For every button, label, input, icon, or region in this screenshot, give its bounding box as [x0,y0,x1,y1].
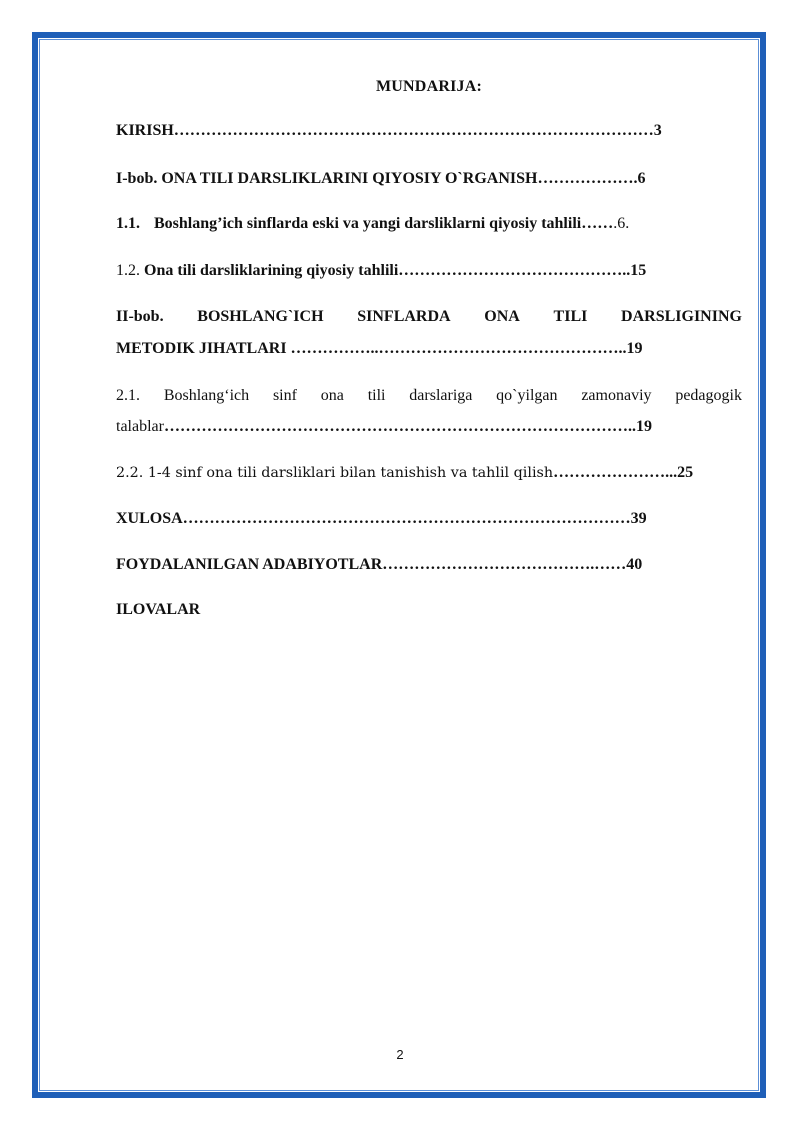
word: DARSLIGINING [621,308,742,325]
word: pedagogik [675,387,742,404]
toc-entry-kirish: KIRISH………………………………………………………………………………3 [116,122,662,139]
toc-entry-1-1-text: Boshlang’ich sinflarda eski va yangi darsliklarni qiyosiy tahlili…… [154,215,614,232]
toc-entry-chapter-2-line1 [116,308,742,326]
toc-entry-2-1-page: ……………………………………………………………………………..19 [163,418,652,435]
word: ONA [484,308,520,325]
toc-entry-2-1-text: talablar [116,418,164,435]
toc-entry-2-2 [116,464,742,482]
toc-entry-1-2 [116,262,742,280]
toc-entry-chapter-1: I-bob. ONA TILI DARSLIKLARINI QIYOSIY O`RGANISH……………….6 [116,170,646,187]
toc-entry-chapter-2-line2: METODIK JIHATLARI ……………..………………………………………..19 [116,340,643,357]
word: sinf [272,387,297,404]
toc-entry-chapter-2 [116,308,742,326]
word: BOSHLANG`ICH [197,308,324,325]
toc-entry-1-1-page: .6. [613,215,630,232]
toc-entry-1-1-number: 1.1. [116,215,140,232]
toc-entry-2-2-text: 2.2. 1-4 sinf ona tili darsliklari bilan tanishish va tahlil qilish [116,465,554,481]
toc-entry-ilovalar: ILOVALAR [116,601,201,618]
toc-entry-2-2-page: …………………...25 [553,464,694,481]
page-number: 2 [396,1047,404,1062]
word: TILI [553,308,588,325]
word: darslariga [409,387,473,404]
word: 2.1. [116,387,140,404]
word: Boshlang‘ich [163,387,250,404]
word: zamonaviy [581,387,652,404]
toc-entry-2-1-line1 [116,387,742,405]
toc-title: MUNDARIJA: [376,78,482,95]
word: ona [320,387,344,404]
toc-entry-1-2-number: 1.2. [116,262,140,279]
toc-entry-1-2-text: Ona tili darsliklarining qiyosiy tahlili……………………………………..15 [144,262,647,279]
word: SINFLARDA [357,308,451,325]
word: II-bob. [116,308,164,325]
toc-entry-adabiyotlar: FOYDALANILGAN ADABIYOTLAR………………………………….……40 [116,556,643,573]
toc-entry-2-1-line2 [116,418,742,436]
toc-entry-xulosa: XULOSA…………………………………………………………………………39 [116,510,647,527]
word: qo`yilgan [496,387,558,404]
word: tili [367,387,386,404]
toc-entry-2-1 [116,387,742,405]
toc-entry-1-1 [116,215,742,233]
